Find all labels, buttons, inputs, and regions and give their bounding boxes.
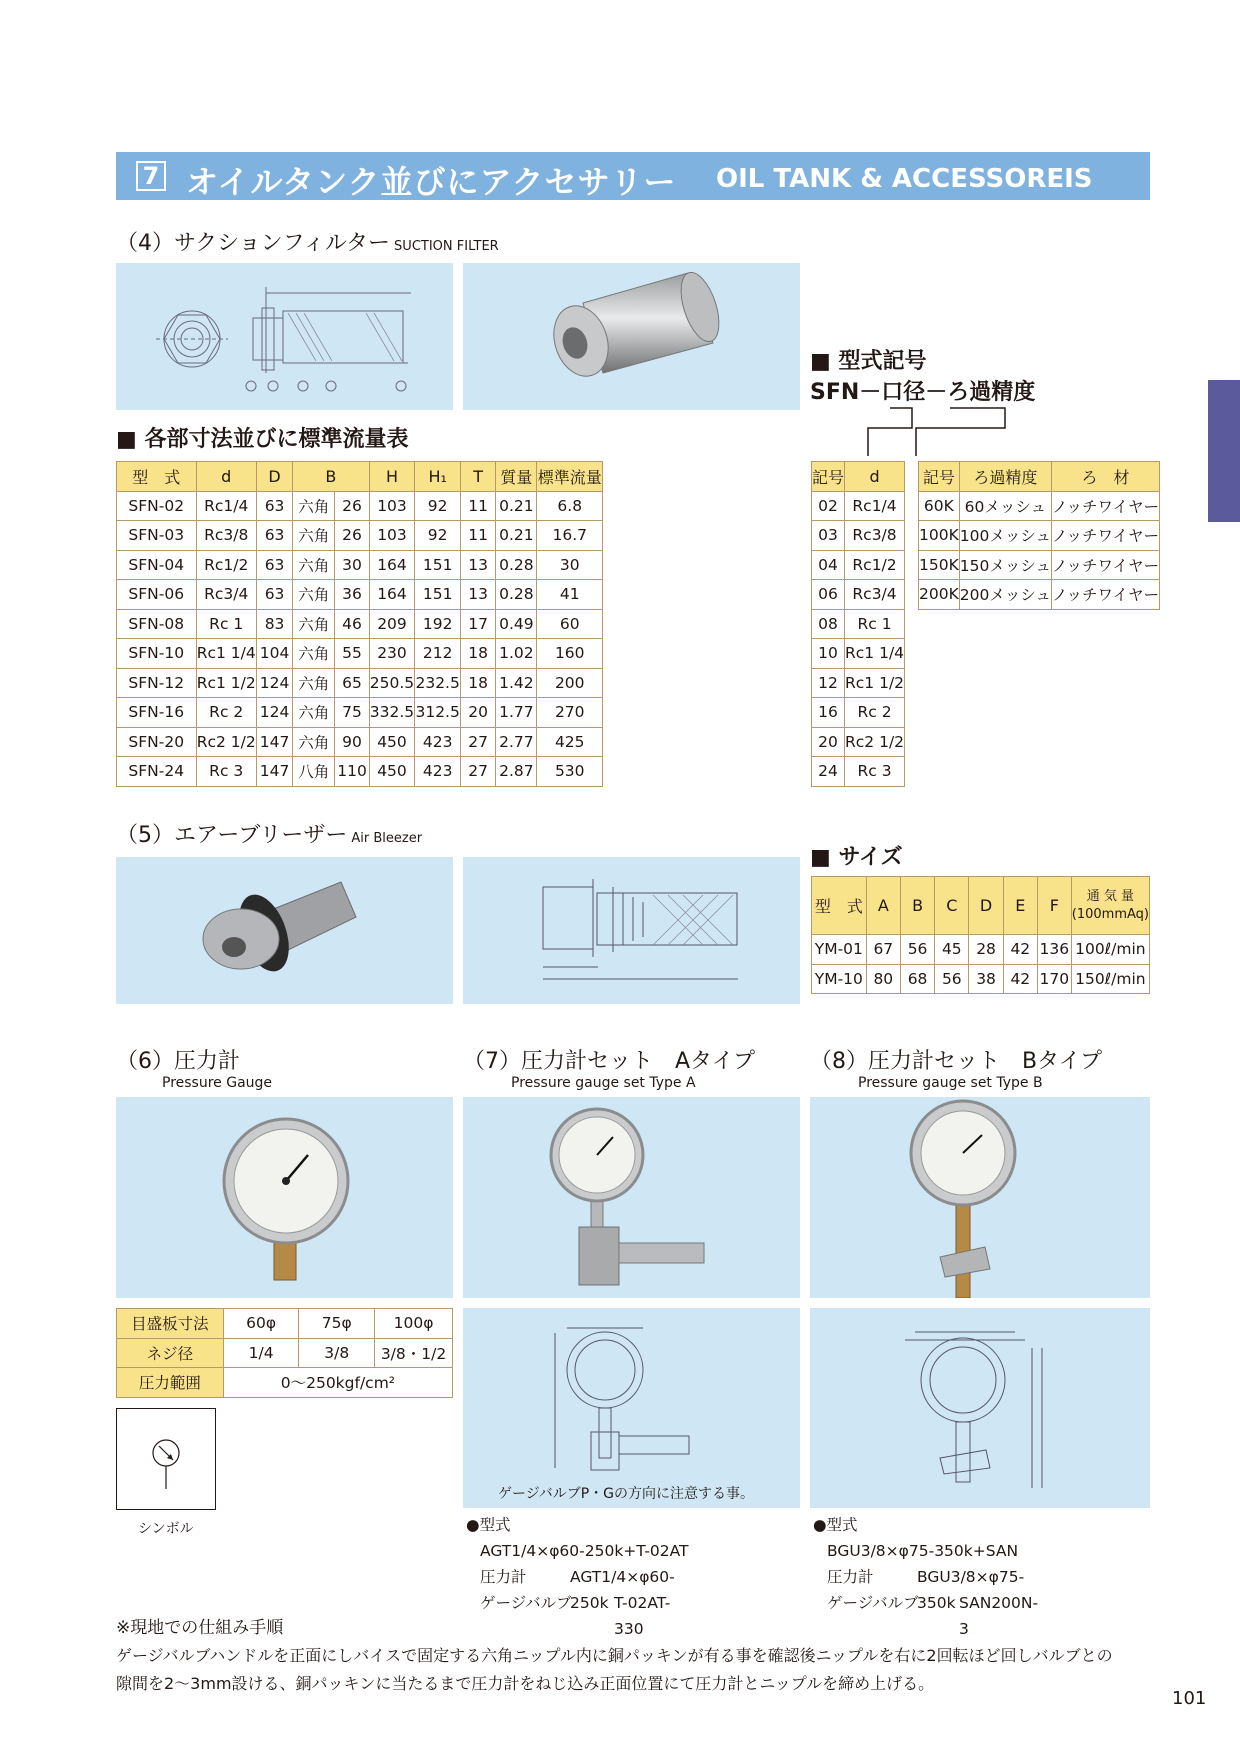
size-table-header: [812, 877, 1150, 935]
col-header: H: [369, 462, 415, 492]
table-cell: 75φ: [299, 1309, 375, 1339]
table-row: [117, 757, 603, 787]
pressure-gauge-heading: [116, 1044, 272, 1091]
col-header: ろ過精度: [959, 462, 1051, 492]
table-row: [117, 727, 603, 757]
table-cell: Rc 2: [196, 698, 256, 728]
col-header: 質量: [496, 462, 537, 492]
table-cell: 42: [1003, 935, 1037, 965]
table-cell: 103: [369, 521, 415, 551]
table-cell: 六角: [293, 580, 335, 610]
installation-note-title: ※現地での仕組み手順: [116, 1618, 284, 1638]
table-cell: 45: [935, 935, 969, 965]
table-cell: 209: [369, 609, 415, 639]
table-cell: 67: [866, 935, 900, 965]
gauge-set-a-valve-label: ゲージバルブ: [480, 1594, 572, 1612]
table-cell: 24: [812, 757, 845, 787]
table-cell: Rc1/4: [845, 491, 905, 521]
table-cell: 92: [415, 521, 461, 551]
table-cell: 30: [537, 550, 603, 580]
table-row: [812, 491, 905, 521]
table-cell: Rc3/8: [845, 521, 905, 551]
table-cell: Rc1 1/2: [845, 668, 905, 698]
table-cell: 423: [415, 757, 461, 787]
table-cell: 83: [256, 609, 292, 639]
table-cell: 11: [461, 491, 496, 521]
col-header: B: [900, 877, 934, 935]
gauge-set-b-valve-label: ゲージバルブ: [827, 1594, 919, 1612]
table-cell: 六角: [293, 521, 335, 551]
table-cell: SFN-03: [117, 521, 197, 551]
table-cell: 六角: [293, 668, 335, 698]
col-header: D: [969, 877, 1003, 935]
gauge-set-b-valve-value: SAN200N-3: [959, 1594, 1039, 1638]
table-cell: 六角: [293, 639, 335, 669]
air-bleezer-title-en: Air Bleezer: [351, 831, 423, 846]
table-cell: SFN-20: [117, 727, 197, 757]
table-cell: 0.49: [496, 609, 537, 639]
pressure-gauge-photo: [116, 1097, 453, 1298]
table-cell: 136: [1037, 935, 1071, 965]
col-header: C: [935, 877, 969, 935]
table-cell: SFN-10: [117, 639, 197, 669]
gauge-set-b-photo-svg: [810, 1097, 1150, 1298]
table-cell: 100ℓ/min: [1071, 935, 1149, 965]
gauge-set-a-drawing-svg: [463, 1308, 800, 1508]
table-row: [919, 580, 1160, 610]
air-bleezer-drawing: [463, 857, 800, 1004]
table-cell: Rc3/8: [196, 521, 256, 551]
table-cell: 250.5: [369, 668, 415, 698]
section-title-jp: オイルタンク並びにアクセサリー: [186, 163, 677, 201]
table-cell: 17: [461, 609, 496, 639]
col-header: D: [256, 462, 292, 492]
filtration-table-header: [919, 462, 1160, 492]
gauge-set-a-heading: [463, 1044, 755, 1091]
table-cell: 100K: [919, 521, 960, 551]
size-code-table: [811, 461, 905, 787]
table-cell: 30: [335, 550, 369, 580]
table-cell: SFN-06: [117, 580, 197, 610]
table-cell: 100φ: [375, 1309, 453, 1339]
table-cell: SFN-24: [117, 757, 197, 787]
gauge-set-a-title-en: Pressure gauge set Type A: [511, 1075, 696, 1091]
table-row: [812, 698, 905, 728]
gauge-set-a-models: [466, 1512, 689, 1638]
suction-filter-title: （4）サクションフィルター: [116, 231, 391, 256]
gauge-set-b-heading: [810, 1044, 1102, 1091]
size-heading: ■ サイズ: [810, 845, 903, 870]
table-cell: 16.7: [537, 521, 603, 551]
table-cell: Rc1 1/4: [196, 639, 256, 669]
table-cell: 13: [461, 580, 496, 610]
table-cell: 170: [1037, 964, 1071, 994]
table-cell: Rc1 1/2: [196, 668, 256, 698]
installation-note-line2: 隙間を2～3mm設ける、銅パッキンに当たるまで圧力計をねじ込み正面位置にて圧力計とニップルを締め上げる。: [116, 1674, 935, 1693]
table-cell: 2.77: [496, 727, 537, 757]
col-header: 通 気 量 (100mmAq): [1071, 877, 1149, 935]
table-cell: 目盛板寸法: [117, 1309, 224, 1339]
table-cell: Rc 3: [196, 757, 256, 787]
col-header: T: [461, 462, 496, 492]
air-bleezer-drawing-svg: [463, 857, 800, 1004]
table-cell: 151: [415, 550, 461, 580]
size-code-table-header: [812, 462, 905, 492]
table-cell: 63: [256, 521, 292, 551]
gauge-set-b-models: [813, 1512, 1039, 1638]
table-cell: Rc1/2: [845, 550, 905, 580]
table-row: [117, 491, 603, 521]
table-cell: 38: [969, 964, 1003, 994]
table-row: [812, 609, 905, 639]
model-code-format: SFN－口径－ろ過精度: [810, 380, 1036, 405]
table-row: [117, 1309, 453, 1339]
table-cell: 28: [969, 935, 1003, 965]
table-cell: 425: [537, 727, 603, 757]
table-cell: 20: [812, 727, 845, 757]
dimension-table: [116, 461, 603, 787]
table-cell: Rc3/4: [196, 580, 256, 610]
table-row: [117, 1338, 453, 1368]
table-cell: 18: [461, 668, 496, 698]
table-cell: 103: [369, 491, 415, 521]
table-cell: Rc2 1/2: [196, 727, 256, 757]
table-cell: 0.28: [496, 580, 537, 610]
table-cell: 92: [415, 491, 461, 521]
table-row: [812, 668, 905, 698]
table-row: [919, 550, 1160, 580]
table-cell: 147: [256, 727, 292, 757]
table-cell: 18: [461, 639, 496, 669]
table-cell: 0～250kgf/cm²: [223, 1368, 452, 1398]
table-cell: 332.5: [369, 698, 415, 728]
air-bleezer-title: （5）エアーブリーザー: [116, 823, 348, 848]
gauge-spec-table: [116, 1308, 453, 1398]
table-cell: 42: [1003, 964, 1037, 994]
table-cell: SFN-08: [117, 609, 197, 639]
table-cell: 1.42: [496, 668, 537, 698]
table-row: [919, 491, 1160, 521]
gauge-symbol-icon: [117, 1409, 215, 1509]
table-cell: Rc3/4: [845, 580, 905, 610]
section-number: 7: [136, 161, 166, 191]
table-row: [812, 964, 1150, 994]
table-cell: 2.87: [496, 757, 537, 787]
table-cell: 02: [812, 491, 845, 521]
chapter-side-tab: [1208, 380, 1240, 522]
table-cell: 圧力範囲: [117, 1368, 224, 1398]
table-cell: 60メッシュ: [959, 491, 1051, 521]
table-cell: Rc 2: [845, 698, 905, 728]
table-row: [812, 639, 905, 669]
table-cell: 1.77: [496, 698, 537, 728]
table-cell: 230: [369, 639, 415, 669]
table-cell: 26: [335, 521, 369, 551]
table-cell: Rc1 1/4: [845, 639, 905, 669]
table-cell: 六角: [293, 727, 335, 757]
gauge-set-a-photo: [463, 1097, 800, 1298]
col-header: d: [196, 462, 256, 492]
table-cell: 164: [369, 550, 415, 580]
table-cell: Rc 1: [845, 609, 905, 639]
table-cell: YM-01: [812, 935, 867, 965]
table-cell: 46: [335, 609, 369, 639]
table-row: [812, 757, 905, 787]
table-cell: 63: [256, 580, 292, 610]
gauge-set-a-title: （7）圧力計セット Aタイプ: [463, 1049, 755, 1074]
table-cell: 0.28: [496, 550, 537, 580]
air-bleezer-photo: [116, 857, 453, 1004]
table-cell: 63: [256, 491, 292, 521]
table-row: [812, 727, 905, 757]
table-cell: 08: [812, 609, 845, 639]
table-cell: 150メッシュ: [959, 550, 1051, 580]
col-header: ろ 材: [1052, 462, 1160, 492]
table-cell: 6.8: [537, 491, 603, 521]
pressure-gauge-photo-svg: [116, 1097, 453, 1298]
gauge-set-b-drawing: [810, 1308, 1150, 1508]
table-cell: 150ℓ/min: [1071, 964, 1149, 994]
table-cell: 0.21: [496, 491, 537, 521]
suction-filter-heading: [116, 226, 499, 257]
table-cell: YM-10: [812, 964, 867, 994]
gauge-set-a-model-label: ●型式: [466, 1516, 511, 1534]
table-cell: 27: [461, 757, 496, 787]
air-bleezer-photo-svg: [116, 857, 453, 1004]
gauge-set-b-gauge-label: 圧力計: [827, 1568, 874, 1586]
gauge-set-b-title: （8）圧力計セット Bタイプ: [810, 1049, 1102, 1074]
table-row: [117, 698, 603, 728]
table-row: [117, 668, 603, 698]
section-title-en: OIL TANK & ACCESSOREIS: [716, 164, 1093, 194]
table-cell: 423: [415, 727, 461, 757]
dimension-table-heading: ■ 各部寸法並びに標準流量表: [116, 427, 409, 452]
table-cell: 450: [369, 727, 415, 757]
table-cell: 03: [812, 521, 845, 551]
table-cell: 12: [812, 668, 845, 698]
col-header: 標準流量: [537, 462, 603, 492]
table-cell: 10: [812, 639, 845, 669]
table-cell: 147: [256, 757, 292, 787]
table-cell: 75: [335, 698, 369, 728]
table-row: [117, 609, 603, 639]
table-cell: 200K: [919, 580, 960, 610]
table-cell: ノッチワイヤー: [1052, 550, 1160, 580]
table-cell: 150K: [919, 550, 960, 580]
model-code-connector-lines: [810, 404, 1060, 460]
table-cell: 六角: [293, 491, 335, 521]
table-cell: 124: [256, 698, 292, 728]
table-cell: 164: [369, 580, 415, 610]
table-cell: 450: [369, 757, 415, 787]
suction-filter-drawing: [116, 263, 453, 410]
table-cell: 八角: [293, 757, 335, 787]
suction-filter-photo-svg: [463, 263, 800, 410]
gauge-symbol-box: [116, 1408, 216, 1510]
table-cell: 124: [256, 668, 292, 698]
suction-filter-photo: [463, 263, 800, 410]
table-cell: Rc 3: [845, 757, 905, 787]
table-cell: 27: [461, 727, 496, 757]
table-row: [919, 521, 1160, 551]
table-cell: 312.5: [415, 698, 461, 728]
table-cell: 65: [335, 668, 369, 698]
page-number: 101: [1172, 1688, 1207, 1709]
filtration-table: [918, 461, 1160, 610]
table-cell: 200: [537, 668, 603, 698]
col-header: A: [866, 877, 900, 935]
col-header: 型 式: [117, 462, 197, 492]
pressure-gauge-title-en: Pressure Gauge: [162, 1075, 273, 1091]
table-cell: Rc2 1/2: [845, 727, 905, 757]
table-cell: 56: [900, 935, 934, 965]
table-cell: 90: [335, 727, 369, 757]
table-cell: 60φ: [223, 1309, 299, 1339]
gauge-set-b-gauge-value: BGU3/8×φ75-350k: [917, 1568, 1025, 1612]
table-cell: 110: [335, 757, 369, 787]
table-cell: 212: [415, 639, 461, 669]
table-cell: 六角: [293, 550, 335, 580]
gauge-set-b-model-label: ●型式: [813, 1516, 858, 1534]
table-cell: 68: [900, 964, 934, 994]
table-cell: 100メッシュ: [959, 521, 1051, 551]
table-cell: Rc1/2: [196, 550, 256, 580]
table-cell: 56: [935, 964, 969, 994]
gauge-set-b-drawing-svg: [810, 1308, 1150, 1508]
table-cell: SFN-04: [117, 550, 197, 580]
table-cell: 3/8: [299, 1338, 375, 1368]
gauge-set-a-gauge-label: 圧力計: [480, 1568, 527, 1586]
installation-note: [116, 1614, 1156, 1698]
gauge-set-a-valve-value: T-02AT-330: [614, 1594, 671, 1638]
col-header: B: [293, 462, 369, 492]
table-cell: 232.5: [415, 668, 461, 698]
table-cell: ネジ径: [117, 1338, 224, 1368]
table-cell: ノッチワイヤー: [1052, 491, 1160, 521]
table-cell: SFN-16: [117, 698, 197, 728]
table-row: [117, 550, 603, 580]
gauge-symbol-caption: シンボル: [138, 1521, 194, 1537]
table-cell: 60K: [919, 491, 960, 521]
table-cell: 16: [812, 698, 845, 728]
col-header: F: [1037, 877, 1071, 935]
table-cell: 06: [812, 580, 845, 610]
col-header: d: [845, 462, 905, 492]
table-cell: 270: [537, 698, 603, 728]
table-cell: SFN-12: [117, 668, 197, 698]
table-row: [812, 580, 905, 610]
table-cell: 63: [256, 550, 292, 580]
col-header: 型 式: [812, 877, 867, 935]
table-cell: ノッチワイヤー: [1052, 580, 1160, 610]
table-row: [117, 1368, 453, 1398]
col-header: H₁: [415, 462, 461, 492]
air-bleezer-heading: [116, 818, 422, 849]
table-cell: 1.02: [496, 639, 537, 669]
gauge-set-a-model-value: AGT1/4×φ60-250k+T-02AT: [480, 1542, 689, 1560]
gauge-set-a-photo-svg: [463, 1097, 800, 1298]
table-cell: 151: [415, 580, 461, 610]
table-row: [812, 521, 905, 551]
table-cell: 0.21: [496, 521, 537, 551]
table-row: [117, 521, 603, 551]
installation-note-line1: ゲージバルブハンドルを正面にしバイスで固定する六角ニップル内に銅パッキンが有る事を確認後ニップルを右に2回転ほど回しバルブとの: [116, 1646, 1113, 1665]
table-cell: ノッチワイヤー: [1052, 521, 1160, 551]
gauge-set-a-gauge-value: AGT1/4×φ60-250k: [570, 1568, 675, 1612]
table-cell: 60: [537, 609, 603, 639]
model-code-heading: ■ 型式記号: [810, 349, 927, 374]
table-cell: 六角: [293, 698, 335, 728]
table-cell: Rc 1: [196, 609, 256, 639]
table-row: [812, 935, 1150, 965]
gauge-set-a-drawing-note: ゲージバルブP・Gの方向に注意する事。: [498, 1486, 755, 1502]
table-cell: 六角: [293, 609, 335, 639]
table-cell: SFN-02: [117, 491, 197, 521]
table-cell: 192: [415, 609, 461, 639]
table-cell: 1/4: [223, 1338, 299, 1368]
section-banner: [116, 152, 1150, 200]
table-cell: Rc1/4: [196, 491, 256, 521]
size-table: [811, 876, 1150, 994]
pressure-gauge-title: （6）圧力計: [116, 1049, 240, 1074]
table-cell: 104: [256, 639, 292, 669]
table-cell: 530: [537, 757, 603, 787]
table-cell: 20: [461, 698, 496, 728]
suction-filter-drawing-svg: [116, 263, 453, 410]
table-cell: 26: [335, 491, 369, 521]
col-header: E: [1003, 877, 1037, 935]
table-row: [117, 580, 603, 610]
table-cell: 55: [335, 639, 369, 669]
gauge-set-b-photo: [810, 1097, 1150, 1298]
table-cell: 3/8・1/2: [375, 1338, 453, 1368]
col-header: 記号: [812, 462, 845, 492]
gauge-set-b-model-value: BGU3/8×φ75-350k+SAN: [827, 1542, 1019, 1560]
col-header: 記号: [919, 462, 960, 492]
suction-filter-title-en: SUCTION FILTER: [394, 239, 499, 254]
table-cell: 41: [537, 580, 603, 610]
table-cell: 160: [537, 639, 603, 669]
table-cell: 04: [812, 550, 845, 580]
dimension-table-header: [117, 462, 603, 492]
table-cell: 80: [866, 964, 900, 994]
table-row: [812, 550, 905, 580]
gauge-set-b-title-en: Pressure gauge set Type B: [858, 1075, 1043, 1091]
table-cell: 36: [335, 580, 369, 610]
table-cell: 200メッシュ: [959, 580, 1051, 610]
table-row: [117, 639, 603, 669]
gauge-set-a-drawing: [463, 1308, 800, 1508]
table-cell: 11: [461, 521, 496, 551]
table-cell: 13: [461, 550, 496, 580]
